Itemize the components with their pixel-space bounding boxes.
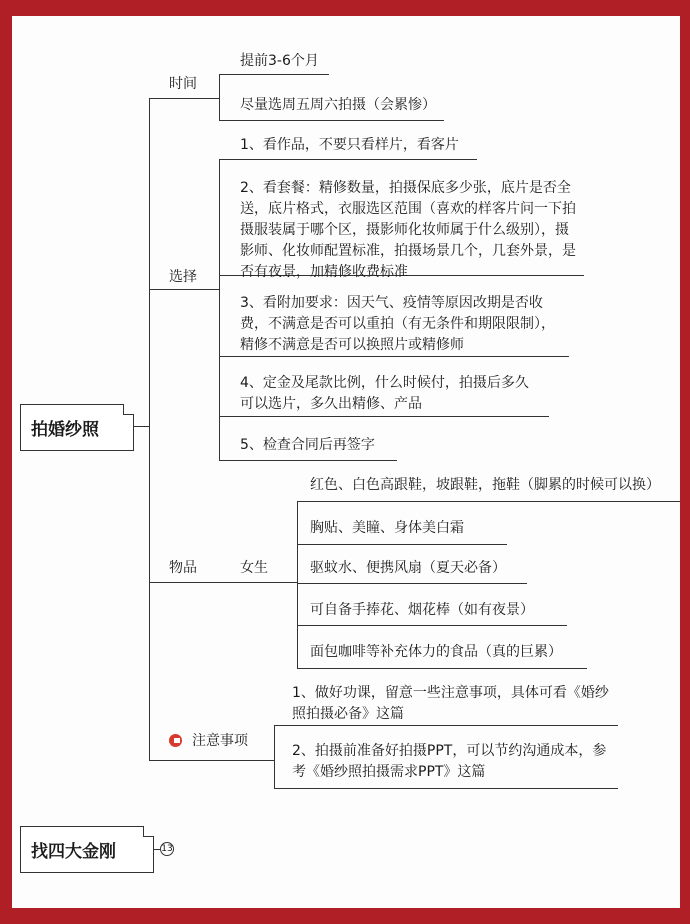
choice-item-line <box>219 416 549 417</box>
root-title: 拍婚纱照 <box>31 420 99 440</box>
time-connector <box>149 98 219 99</box>
notes-connector <box>149 760 274 761</box>
fold-corner-icon <box>143 826 154 837</box>
collapsed-count-badge[interactable]: 13 <box>161 844 173 854</box>
choice-item: 2、看套餐：精修数量，拍摄保底多少张，底片是否全送，底片格式，衣服选区范围（喜欢的样客片问一下拍摄服装属于哪个区，摄影师化妆师属于什么级别），摄影师、化妆师配置标准，拍摄场景几个，几套外景，是否有夜景，加精修收费标准 <box>240 180 576 280</box>
mindmap-canvas <box>12 16 680 908</box>
choice-connector <box>149 289 219 290</box>
note-item-line <box>274 788 618 789</box>
root-node[interactable] <box>20 404 134 451</box>
note-item: 2、拍摄前准备好拍摄PPT，可以节约沟通成本，参考《婚纱照拍摄需求PPT》这篇 <box>292 743 607 780</box>
next-node-title: 找四大金刚 <box>31 842 116 862</box>
note-item: 1、做好功课，留意一些注意事项，具体可看《婚纱照拍摄必备》这篇 <box>292 685 609 722</box>
note-item-line <box>274 725 618 726</box>
items-connector <box>149 582 297 583</box>
category-time: 时间 <box>169 76 197 92</box>
female-item: 红色、白色高跟鞋，坡跟鞋，拖鞋（脚累的时候可以换） <box>310 477 660 493</box>
next-node[interactable] <box>20 826 154 873</box>
time-item: 提前3-6个月 <box>240 53 319 69</box>
female-item: 可自备手捧花、烟花棒（如有夜景） <box>310 602 534 618</box>
notes-bracket <box>274 725 275 788</box>
female-item: 面包咖啡等补充体力的食品（真的巨累） <box>310 644 562 660</box>
female-bracket <box>297 501 298 668</box>
category-notes: 注意事项 <box>192 733 248 749</box>
choice-item-line <box>219 159 477 160</box>
female-item: 胸贴、美瞳、身体美白霜 <box>310 520 464 536</box>
category-choice: 选择 <box>169 269 197 285</box>
fold-corner-icon <box>123 404 134 415</box>
flag-icon <box>169 734 182 747</box>
female-item-line <box>297 544 507 545</box>
choice-item: 4、定金及尾款比例，什么时候付，拍摄后多久可以选片，多久出精修、产品 <box>240 375 529 412</box>
time-item-line <box>219 120 444 121</box>
choice-bracket <box>219 159 220 460</box>
time-bracket <box>219 74 220 120</box>
female-item-line <box>297 668 587 669</box>
time-item: 尽量选周五周六拍摄（会累惨） <box>240 97 436 113</box>
female-item: 驱蚊水、便携风扇（夏天必备） <box>310 560 506 576</box>
trunk-line <box>149 98 150 760</box>
category-female: 女生 <box>240 560 268 576</box>
category-items: 物品 <box>169 560 197 576</box>
choice-item: 1、看作品，不要只看样片，看客片 <box>240 137 459 153</box>
female-item-line <box>297 625 567 626</box>
choice-item: 5、检查合同后再签字 <box>240 437 375 453</box>
root-connector <box>134 426 149 427</box>
choice-item: 3、看附加要求：因天气、疫情等原因改期是否收费，不满意是否可以重拍（有无条件和期限限制），精修不满意是否可以换照片或精修师 <box>240 295 555 353</box>
time-item-line <box>219 74 329 75</box>
female-item-line <box>297 501 680 502</box>
choice-item-line <box>219 460 397 461</box>
choice-item-line <box>219 356 569 357</box>
female-item-line <box>297 583 527 584</box>
